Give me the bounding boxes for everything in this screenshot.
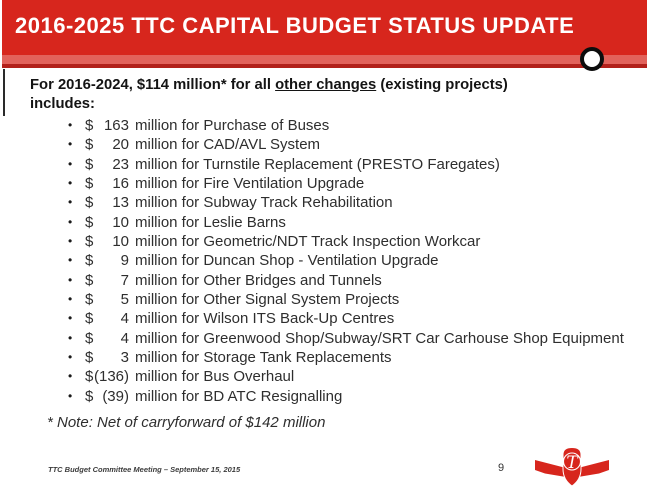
currency-symbol: $ [85,291,94,309]
list-item [68,251,660,270]
amount-value: 10 [112,233,129,251]
currency-symbol: $ [85,329,94,347]
heading-pre: For 2016-2024, $114 million* for all [30,77,276,93]
slide-heading [30,76,508,114]
amount-value: 4 [120,329,129,347]
list-item [68,309,660,328]
bullet-icon: • [68,388,73,403]
heading-line-2: includes: [30,96,95,112]
list-item [68,387,660,406]
amount-value: 10 [112,213,129,231]
carryforward-note: * Note: Net of carryforward of $142 million [47,414,326,431]
punch-hole-circle-icon [580,47,604,71]
amount-value: 5 [120,291,129,309]
list-item [68,367,660,386]
heading-post: (existing projects) [376,77,508,93]
list-item [68,155,660,174]
bullet-icon: • [68,137,73,152]
list-item [68,193,660,212]
bullet-icon: • [68,330,73,345]
item-description: million for Subway Track Rehabilitation [135,194,393,212]
amount-value: 13 [112,194,129,212]
item-description: million for Storage Tank Replacements [135,349,392,367]
bullet-icon: • [68,369,73,384]
banner-strip [2,55,647,64]
list-item [68,271,660,290]
bullet-icon: • [68,156,73,171]
item-description: million for CAD/AVL System [135,136,321,154]
bullet-icon: • [68,292,73,307]
amount-value: (39) [102,387,129,405]
left-border-tick [3,69,5,116]
item-description: million for Leslie Barns [135,213,286,231]
amount-value: 3 [120,349,129,367]
item-description: million for Duncan Shop - Ventilation Upgrade [135,252,439,270]
currency-symbol: $ [85,136,94,154]
currency-symbol: $ [85,155,94,173]
item-description: million for Greenwood Shop/Subway/SRT Car Carhouse Shop Equipment [135,329,624,347]
currency-symbol: $ [85,368,94,386]
footer-meeting-label: TTC Budget Committee Meeting – September 15, 2015 [48,465,241,474]
bullet-icon: • [68,234,73,249]
currency-symbol: $ [85,349,94,367]
bullet-icon: • [68,214,73,229]
list-item [68,232,660,251]
item-description: million for Purchase of Buses [135,117,330,134]
list-item [68,290,660,309]
amount-value: 9 [120,252,129,270]
list-item [68,135,660,154]
item-description: million for Fire Ventilation Upgrade [135,175,365,193]
list-item [68,329,660,348]
amount-value: 7 [120,271,129,289]
bullet-icon: • [68,195,73,210]
logo-letter-t: T [566,453,578,473]
logo-right-wing [578,460,609,477]
amount-value: (136) [94,368,130,386]
list-item [68,213,660,232]
currency-symbol: $ [85,117,94,134]
currency-symbol: $ [85,175,94,193]
heading-underlined-phrase: other changes [275,77,377,93]
item-description: million for Bus Overhaul [135,368,295,386]
currency-symbol: $ [85,213,94,231]
header-banner [2,0,647,55]
bullet-icon: • [68,350,73,365]
currency-symbol: $ [85,310,94,328]
heading-line-1 [30,76,508,95]
currency-symbol: $ [85,252,94,270]
currency-symbol: $ [85,271,94,289]
item-description: million for Geometric/NDT Track Inspection Workcar [135,233,481,251]
bullet-icon: • [68,272,73,287]
item-description: million for Turnstile Replacement (PRESTO Faregates) [135,155,500,173]
list-item [68,348,660,367]
bullet-icon: • [68,176,73,191]
list-item [68,116,660,135]
item-description: million for Other Signal System Projects [135,291,400,309]
amount-value: 163 [103,117,129,134]
currency-symbol: $ [85,387,94,405]
banner-bottom-edge [2,64,647,68]
ttc-logo-icon [535,446,609,487]
currency-symbol: $ [85,194,94,212]
bullet-icon: • [68,118,73,132]
page-number: 9 [498,462,505,474]
amount-value: 20 [112,136,129,154]
item-description: million for Other Bridges and Tunnels [135,271,382,289]
amount-value: 4 [120,310,129,328]
list-item [68,174,660,193]
item-description: million for BD ATC Resignalling [135,387,343,405]
slide-title: 2016-2025 TTC CAPITAL BUDGET STATUS UPDATE [15,13,575,38]
amount-value: 16 [112,175,129,193]
logo-left-wing [535,460,566,477]
currency-symbol: $ [85,233,94,251]
bullet-icon: • [68,253,73,268]
budget-item-list [0,116,660,406]
amount-value: 23 [112,155,129,173]
bullet-icon: • [68,311,73,326]
item-description: million for Wilson ITS Back-Up Centres [135,310,395,328]
